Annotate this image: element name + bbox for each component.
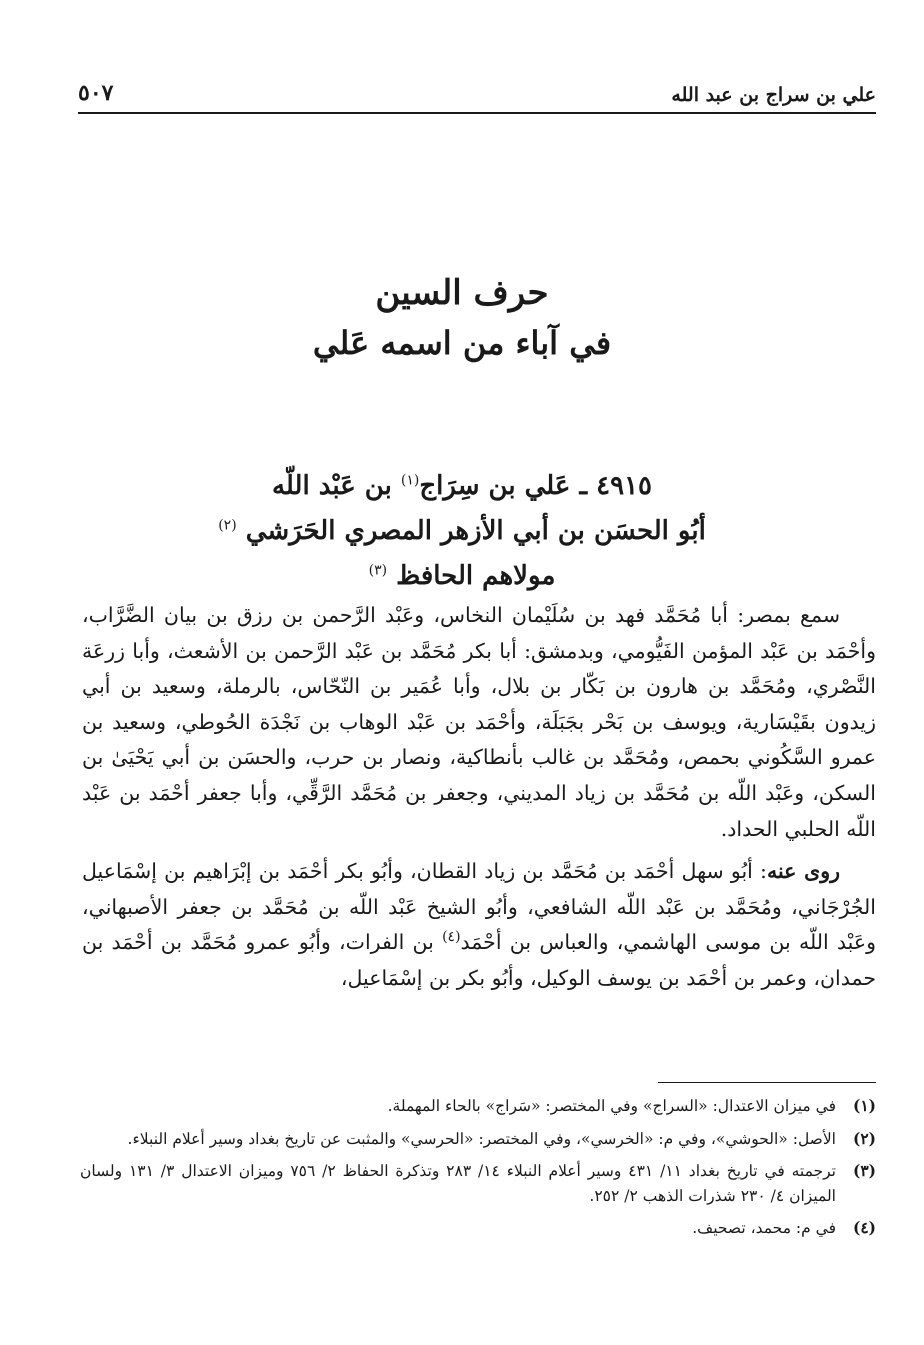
paragraph-heard-from: سمع بمصر: أبا مُحَمَّد فهد بن سُلَيْمان النخاس، وعَبْد الرَّحمن بن رزق بن بيان الضَّرَّاب، وأحْمَد بن عَبْد المؤمن الفَيُّومي، وبدمشق: أبا بكر مُحَمَّد بن عَبْد الرَّحمن بن الأشعث، وأبا زرعَة النَّصْري، ومُحَمَّد بن هارون بن بَكّار بن بلال، وأبا عُمَير بن النّحّاس، بالرملة، وسعيد بن أبي زيدون بقَيْسَارية، ويوسف بن بَحْر بجَبَلَة، وأحْمَد بن عَبْد الوهاب بن نَجْدَة الحُوطي، وسعيد بن عمرو السَّكُوني بحمص، ومُحَمَّد بن غالب بأنطاكية، ونصار بن حرب، والحسَن بن أبي يَحْيَىٰ بن السكن، وعَبْد اللّه بن مُحَمَّد بن زياد المديني، وجعفر بن مُحَمَّد الرَّقِّي، وأبا جعفر أحْمَد بن عَبْد اللّه الحلبي الحداد. [82,603,876,841]
footnote-number: (٤) [852,1218,876,1237]
footnote-text: الأصل: «الحوشي»، وفي م: «الخرسي»، وفي المختصر: «الحرسي» والمثبت عن تاريخ بغداد وسير أعلام النبلاء. [127,1129,836,1148]
paragraph-text-a: : أبُو سهل أحْمَد بن مُحَمَّد بن زياد القطان، وأبُو بكر أحْمَد بن إبْرَاهيم بن إسْمَاعيل الجُرْجَاني، ومُحَمَّد بن عَبْد اللّه الشافعي، وأبُو الشيخ عَبْد اللّه بن مُحَمَّد بن جعفر الأصبهاني، وعَبْد اللّه بن موسى الهاشمي، والعباس بن أحْمَد [82,859,877,955]
entry-number-name: ٤٩١٥ ـ عَلي بن سِرَاج [419,471,652,501]
footnote [80,1216,876,1241]
section-heading [0,268,924,368]
footnote-ref-4: (٤) [442,929,461,946]
entry-father-name: بن عَبْد اللّه [271,471,401,501]
entry-heading [60,464,864,599]
running-title: علي بن سراج بن عبد الله [671,84,876,106]
entry-title-line [60,554,864,599]
footnote-text: في م: محمد، تصحيف. [692,1219,836,1237]
body-text [82,598,876,1004]
footnote-ref-3: (٣) [368,562,388,579]
footnote-number: (١) [852,1096,876,1115]
paragraph-lead: روى عنه [766,859,841,884]
footnote-ref-2: (٢) [218,517,237,534]
paragraph-narrated-from [82,854,876,996]
page-number: ٥٠٧ [78,80,114,106]
entry-name-line [60,464,864,509]
footnote [80,1159,876,1208]
footnote-text: في ميزان الاعتدال: «السراج» وفي المختصر: «سَراج» بالحاء المهملة. [387,1097,836,1115]
footnote-number: (٣) [852,1161,876,1180]
running-header [78,64,876,114]
footnote-ref-1: (١) [400,472,420,489]
footnote-number: (٢) [852,1128,876,1148]
footnotes [80,1094,876,1249]
footnote [80,1127,876,1152]
entry-kunya: أبُو الحسَن بن أبي الأزهر المصري الحَرَشي [245,516,706,546]
footnote-divider [658,1082,876,1083]
entry-kunya-line [60,509,864,554]
footnote [80,1094,876,1119]
section-subtitle: في آباء من اسمه عَلي [312,324,612,362]
entry-epithet: مولاهم الحافظ [396,561,556,591]
section-title: حرف السين [375,273,549,313]
footnote-text: ترجمته في تاريخ بغداد ١١/ ٤٣١ وسير أعلام النبلاء ١٤/ ٢٨٣ وتذكرة الحفاظ ٢/ ٧٥٦ وميزان الاعتدال ٣/ ١٣١ ولسان الميزان ٤/ ٢٣٠ شذرات الذهب ٢/ ٢٥٢. [80,1162,836,1205]
paragraph-text-b: بن الفرات، وأبُو عمرو مُحَمَّد بن أحْمَد بن حمدان، وعمر بن أحْمَد بن يوسف الوكيل، وأبُو بكر بن إسْمَاعيل، [82,930,876,990]
